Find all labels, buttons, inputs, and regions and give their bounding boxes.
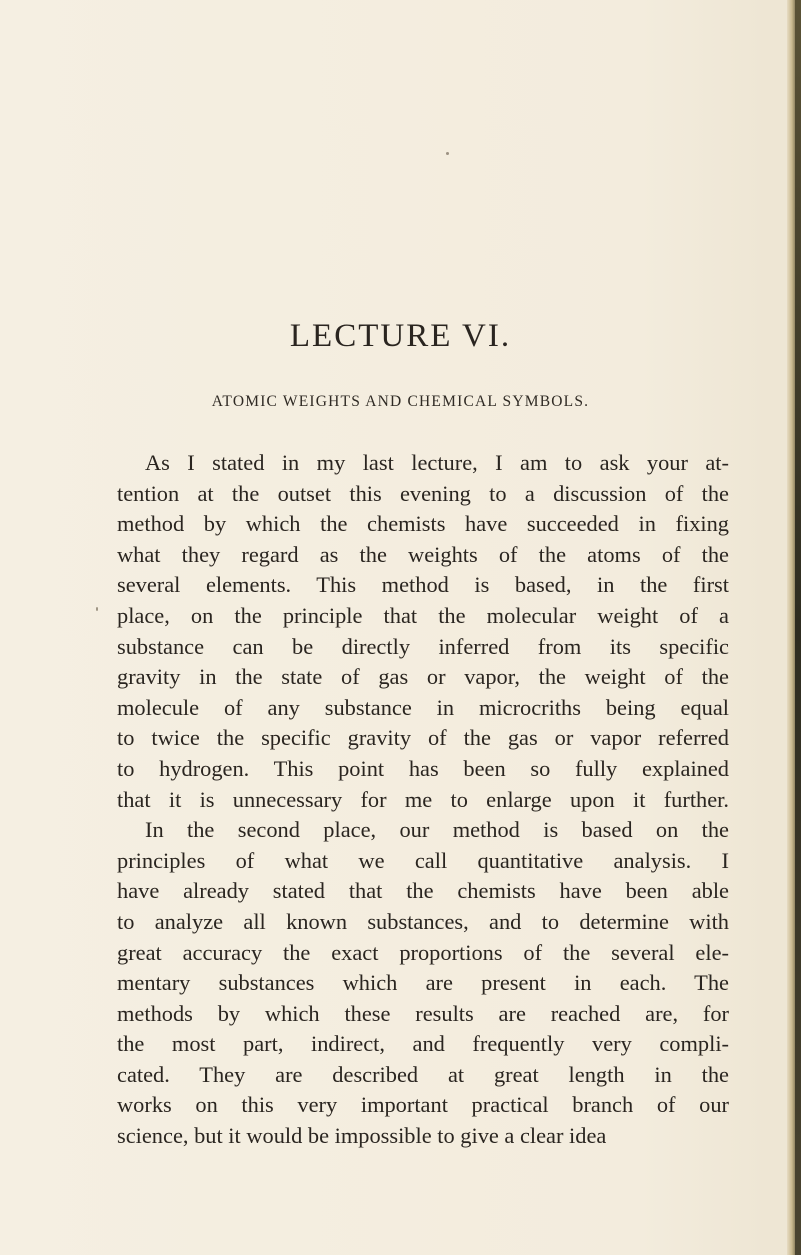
text-line: works on this very important practical branch of our <box>117 1092 729 1118</box>
text-line: that it is unnecessary for me to enlarge upon it further. <box>117 786 729 812</box>
text-line: substance can be directly inferred from its specific <box>117 633 729 659</box>
text-line: methods by which these results are reached are, for <box>117 1000 729 1026</box>
body-text <box>117 448 729 1152</box>
chapter-subtitle: ATOMIC WEIGHTS AND CHEMICAL SYMBOLS. <box>211 393 590 410</box>
text-line: what they regard as the weights of the atoms of the <box>117 541 729 567</box>
paper-speck <box>446 152 449 155</box>
text-line: place, on the principle that the molecular weight of a <box>117 602 729 628</box>
text-line: method by which the chemists have succeeded in fixing <box>117 511 729 537</box>
text-line: to hydrogen. This point has been so fully explained <box>117 755 729 781</box>
text-line: have already stated that the chemists have been able <box>117 878 729 904</box>
text-line: to twice the specific gravity of the gas or vapor referred <box>117 725 729 751</box>
text-line: principles of what we call quantitative analysis. I <box>117 847 729 873</box>
text-line: several elements. This method is based, in the first <box>117 572 729 598</box>
text-line: great accuracy the exact proportions of the several ele- <box>117 939 729 965</box>
page-edge-binding <box>795 0 801 1255</box>
text-line: science, but it would be impossible to give a clear idea <box>117 1123 607 1149</box>
text-line: mentary substances which are present in each. The <box>117 970 729 996</box>
text-line: to analyze all known substances, and to determine with <box>117 908 729 934</box>
text-line: cated. They are described at great length in the <box>117 1061 729 1087</box>
text-line: As I stated in my last lecture, I am to ask your at- <box>145 450 729 475</box>
chapter-title: LECTURE VI. <box>289 318 512 354</box>
text-line: the most part, indirect, and frequently very compli- <box>117 1031 729 1057</box>
text-line: gravity in the state of gas or vapor, the weight of the <box>117 664 729 690</box>
text-line: molecule of any substance in microcriths being equal <box>117 694 729 720</box>
text-line: In the second place, our method is based on the <box>145 817 729 843</box>
text-line: tention at the outset this evening to a discussion of the <box>117 480 729 506</box>
paper-speck <box>96 607 98 611</box>
